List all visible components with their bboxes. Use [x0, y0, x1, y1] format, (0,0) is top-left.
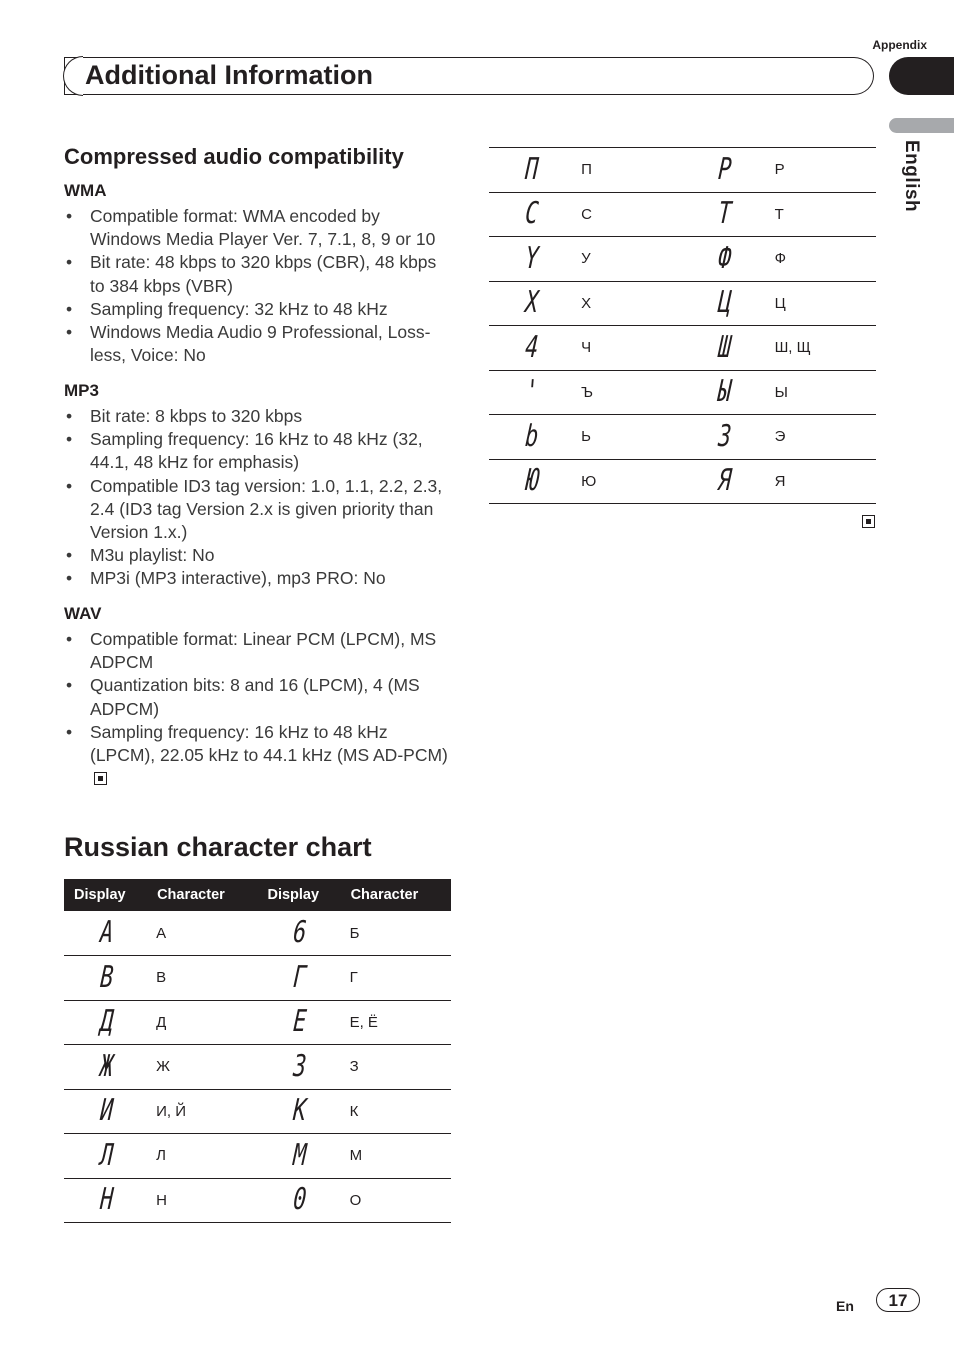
table-row: [64, 1178, 451, 1223]
list-item: [64, 721, 454, 791]
character-cell: Б: [341, 911, 451, 956]
display-glyph: 3: [291, 1048, 307, 1084]
list-item: • Bit rate: 8 kbps to 320 kbps: [64, 405, 454, 428]
display-glyph: Y: [523, 240, 538, 276]
table-row: [64, 911, 451, 956]
wma-section: [64, 181, 454, 367]
character-cell: П: [572, 148, 682, 193]
display-glyph: C: [523, 196, 538, 232]
character-table-right: [489, 147, 876, 504]
wav-list: [64, 628, 454, 790]
list-item: • Sampling frequency: 32 kHz to 48 kHz: [64, 298, 454, 321]
section-title: Additional Information: [85, 60, 373, 90]
display-glyph: A: [98, 915, 113, 950]
character-cell: Ь: [572, 415, 682, 460]
character-cell: Н: [147, 1178, 257, 1223]
character-cell: Ъ: [572, 370, 682, 415]
column-header: Character: [341, 879, 451, 911]
display-glyph: Г: [291, 959, 307, 995]
list-item: • Windows Media Audio 9 Professional, Loss-less, Voice: No: [64, 321, 454, 367]
character-cell: С: [572, 192, 682, 237]
display-glyph: Д: [98, 1004, 113, 1040]
column-header: Display: [64, 879, 147, 911]
list-item: • Sampling frequency: 16 kHz to 48 kHz (32, 44.1, 48 kHz for emphasis): [64, 428, 454, 474]
character-cell: О: [341, 1178, 451, 1223]
wma-list: [64, 205, 454, 367]
display-glyph: P: [716, 151, 732, 187]
display-glyph: 3: [716, 418, 732, 454]
table-row: [489, 370, 876, 415]
wav-section: [64, 604, 454, 790]
table-row: [489, 237, 876, 282]
display-glyph: E: [291, 1004, 307, 1040]
column-header: Display: [257, 879, 340, 911]
display-glyph: ': [523, 374, 538, 410]
display-glyph: 4: [523, 329, 538, 365]
character-cell: Э: [766, 415, 876, 460]
display-glyph: Л: [98, 1137, 113, 1173]
wav-heading: WAV: [64, 604, 102, 623]
column-header: Character: [147, 879, 257, 911]
display-glyph: Ш: [716, 329, 732, 365]
display-glyph: Ц: [716, 285, 732, 321]
table-row: [64, 1000, 451, 1045]
character-cell: Ч: [572, 326, 682, 371]
character-cell: Ц: [766, 281, 876, 326]
display-glyph: B: [98, 959, 113, 995]
display-glyph: 0: [291, 1182, 307, 1218]
wma-heading: WMA: [64, 181, 107, 200]
mp3-heading: MP3: [64, 381, 99, 400]
table-row: [489, 459, 876, 504]
character-table-left: [64, 879, 451, 1223]
language-tab: [889, 118, 954, 133]
language-label: English: [901, 140, 922, 213]
character-cell: Л: [147, 1134, 257, 1179]
chapter-tab: [889, 57, 954, 95]
table-header-row: [64, 879, 451, 911]
character-cell: Ы: [766, 370, 876, 415]
character-cell: Х: [572, 281, 682, 326]
character-cell: Т: [766, 192, 876, 237]
display-glyph: Ж: [98, 1048, 113, 1084]
table-row: [489, 148, 876, 193]
appendix-label: Appendix: [872, 38, 927, 52]
display-glyph: T: [716, 196, 732, 232]
character-cell: Г: [341, 956, 451, 1001]
table-row: [489, 415, 876, 460]
end-mark-icon: [94, 772, 107, 785]
table-row: [64, 956, 451, 1001]
display-glyph: Ф: [716, 240, 732, 276]
character-cell: М: [341, 1134, 451, 1179]
display-glyph: X: [523, 285, 538, 321]
character-cell: Я: [766, 459, 876, 504]
character-cell: К: [341, 1089, 451, 1134]
list-item: • M3u playlist: No: [64, 544, 454, 567]
character-cell: А: [147, 911, 257, 956]
character-cell: Ш, Щ: [766, 326, 876, 371]
table-row: [489, 192, 876, 237]
table-row: [489, 281, 876, 326]
section-header: [64, 57, 874, 95]
character-cell: Ж: [147, 1045, 257, 1090]
character-cell: В: [147, 956, 257, 1001]
display-glyph: Ы: [716, 374, 732, 410]
list-item: • Compatible format: Linear PCM (LPCM), MS ADPCM: [64, 628, 454, 674]
list-item: • MP3i (MP3 interactive), mp3 PRO: No: [64, 567, 454, 590]
page-number: 17: [876, 1288, 920, 1312]
character-cell: З: [341, 1045, 451, 1090]
list-item-text: Sampling frequency: 16 kHz to 48 kHz (LPCM), 22.05 kHz to 44.1 kHz (MS AD-PCM): [90, 721, 448, 766]
list-item: • Compatible format: WMA encoded by Windows Media Player Ver. 7, 7.1, 8, 9 or 10: [64, 205, 454, 251]
display-glyph: M: [291, 1137, 307, 1173]
character-cell: Ф: [766, 237, 876, 282]
footer-language: En: [836, 1298, 854, 1314]
list-item: • Compatible ID3 tag version: 1.0, 1.1, 2.2, 2.3, 2.4 (ID3 tag Version 2.x is given priority than Version 1.x.): [64, 475, 454, 545]
character-cell: И, Й: [147, 1089, 257, 1134]
end-mark-icon: [862, 515, 875, 528]
compressed-audio-title: Compressed audio compatibility: [64, 144, 404, 169]
display-glyph: 6: [291, 915, 307, 950]
character-cell: У: [572, 237, 682, 282]
list-item: • Quantization bits: 8 and 16 (LPCM), 4 (MS ADPCM): [64, 674, 454, 720]
mp3-section: [64, 381, 454, 591]
display-glyph: K: [291, 1093, 307, 1129]
character-cell: Д: [147, 1000, 257, 1045]
table-row: [489, 326, 876, 371]
display-glyph: Я: [716, 463, 732, 499]
display-glyph: Ю: [523, 463, 538, 499]
table-row: [64, 1089, 451, 1134]
display-glyph: H: [98, 1182, 113, 1218]
table-row: [64, 1045, 451, 1090]
character-cell: Е, Ё: [341, 1000, 451, 1045]
mp3-list: [64, 405, 454, 591]
display-glyph: И: [98, 1093, 113, 1129]
list-item: • Bit rate: 48 kbps to 320 kbps (CBR), 48 kbps to 384 kbps (VBR): [64, 251, 454, 297]
character-cell: Ю: [572, 459, 682, 504]
chart-title: Russian character chart: [64, 832, 372, 862]
character-cell: Р: [766, 148, 876, 193]
display-glyph: b: [523, 418, 538, 454]
table-row: [64, 1134, 451, 1179]
display-glyph: П: [523, 151, 538, 187]
